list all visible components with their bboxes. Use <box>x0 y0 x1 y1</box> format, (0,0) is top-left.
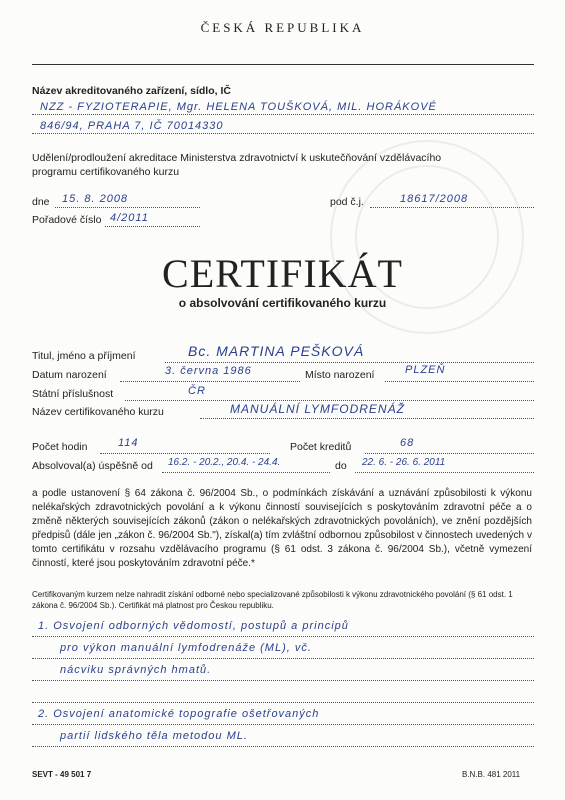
course-name-label: Název certifikovaného kurzu <box>32 406 164 418</box>
date-underline <box>55 207 200 208</box>
activity-underline-3 <box>32 680 534 681</box>
completed-label: Absolvoval(a) úspěšně od <box>32 460 153 472</box>
activity-1-line-1: 1. Osvojení odborných vědomostí, postupů a principů <box>38 620 349 632</box>
credits-underline <box>365 453 534 454</box>
activity-2-line-2: partií lidského těla metodou ML. <box>60 730 248 742</box>
certificate-title: CERTIFIKÁT <box>162 251 403 296</box>
ref-underline <box>370 207 534 208</box>
legal-paragraph: a podle ustanovení § 64 zákona č. 96/2004 Sb., o podmínkách získávání a uznávání způsobilosti k výkonu nelékařských zdravotnických povolání a k výkonu činností souvisejících s poskytováním zdravotní péče a o změně některých souvisejících zákonů (zákon o nelékařských zdravotnických povoláních), ve znění pozdějších předpisů (dále jen „zákon č. 96/2004 Sb."), získal(a) tím zvláštní odbornou způsobilost v činnostech uvedených v tomto certifikátu v rozsahu vzdělávacího programu (§ 61 odst. 3 zákona č. 96/2004 Sb.), včetně vymezení činností, které jsou poskytováním zdravotní péče.* <box>32 488 532 569</box>
activity-underline-2 <box>32 658 534 659</box>
facility-line-2: 846/94, PRAHA 7, IČ 70014330 <box>40 120 224 132</box>
form-code-right: B.N.B. 481 2011 <box>462 770 521 779</box>
hours-value: 114 <box>118 437 139 449</box>
date-label: dne <box>32 196 50 208</box>
facility-line-1: NZZ - FYZIOTERAPIE, Mgr. HELENA TOUŠKOVÁ, MIL. HORÁKOVÉ <box>40 101 437 113</box>
order-value: 4/2011 <box>110 212 149 224</box>
name-value: Bc. MARTINA PEŠKOVÁ <box>188 343 365 359</box>
activity-underline-4 <box>32 702 534 703</box>
activity-underline-6 <box>32 746 534 747</box>
activity-underline-5 <box>32 724 534 725</box>
fine-print: Certifikovaným kurzem nelze nahradit získání odborné nebo specializované způsobilosti k výkonu zdravotnického povolání (§ 61 odst. 1 zákona č. 96/2004 Sb.). Certifikát má platnost pro Českou republiku. <box>32 590 513 610</box>
birth-place-value: PLZEŇ <box>405 364 446 376</box>
country-header: ČESKÁ REPUBLIKA <box>200 20 365 35</box>
certificate-subtitle: o absolvování certifikovaného kurzu <box>178 296 387 310</box>
name-label: Titul, jméno a příjmení <box>32 350 136 362</box>
facility-underline-1 <box>32 114 534 115</box>
completed-to: 22. 6. - 26. 6. 2011 <box>362 457 446 468</box>
activity-1-line-3: nácviku správných hmatů. <box>60 664 212 676</box>
birth-date-value: 3. června 1986 <box>165 365 252 377</box>
name-underline <box>165 362 534 363</box>
credits-value: 68 <box>400 437 415 449</box>
order-underline <box>105 226 200 227</box>
accreditation-text-2: programu certifikovaného kurzu <box>32 166 180 178</box>
hours-underline <box>100 453 270 454</box>
activity-underline-1 <box>32 636 534 637</box>
order-label: Pořadové číslo <box>32 214 102 226</box>
birth-date-underline <box>120 381 300 382</box>
course-name-underline <box>200 418 534 419</box>
birth-date-label: Datum narození <box>32 369 107 381</box>
form-code-left: SEVT - 49 501 7 <box>32 770 92 779</box>
activity-2-line-1: 2. Osvojení anatomické topografie ošetřovaných <box>38 708 320 720</box>
facility-underline-2 <box>32 133 534 134</box>
date-value: 15. 8. 2008 <box>62 193 129 205</box>
completed-from-underline <box>162 472 330 473</box>
ref-label: pod č.j. <box>330 196 364 208</box>
nationality-label: Státní příslušnost <box>32 388 114 400</box>
facility-label: Název akreditovaného zařízení, sídlo, IČ <box>32 85 231 97</box>
credits-label: Počet kreditů <box>290 441 352 453</box>
birth-place-underline <box>385 381 534 382</box>
nationality-underline <box>125 400 534 401</box>
birth-place-label: Místo narození <box>305 369 375 381</box>
nationality-value: ČR <box>188 385 206 397</box>
to-label: do <box>335 460 347 472</box>
ref-value: 18617/2008 <box>400 193 469 205</box>
completed-from: 16.2. - 20.2., 20.4. - 24.4. <box>168 457 281 468</box>
hours-label: Počet hodin <box>32 441 88 453</box>
completed-to-underline <box>355 472 534 473</box>
accreditation-text-1: Udělení/prodloužení akreditace Ministerstva zdravotnictví k uskutečňování vzdělávacího <box>32 152 442 164</box>
header-rule <box>32 64 534 65</box>
course-name-value: MANUÁLNÍ LYMFODRENÁŽ <box>230 402 405 416</box>
activity-1-line-2: pro výkon manuální lymfodrenáže (ML), vč. <box>60 642 312 654</box>
